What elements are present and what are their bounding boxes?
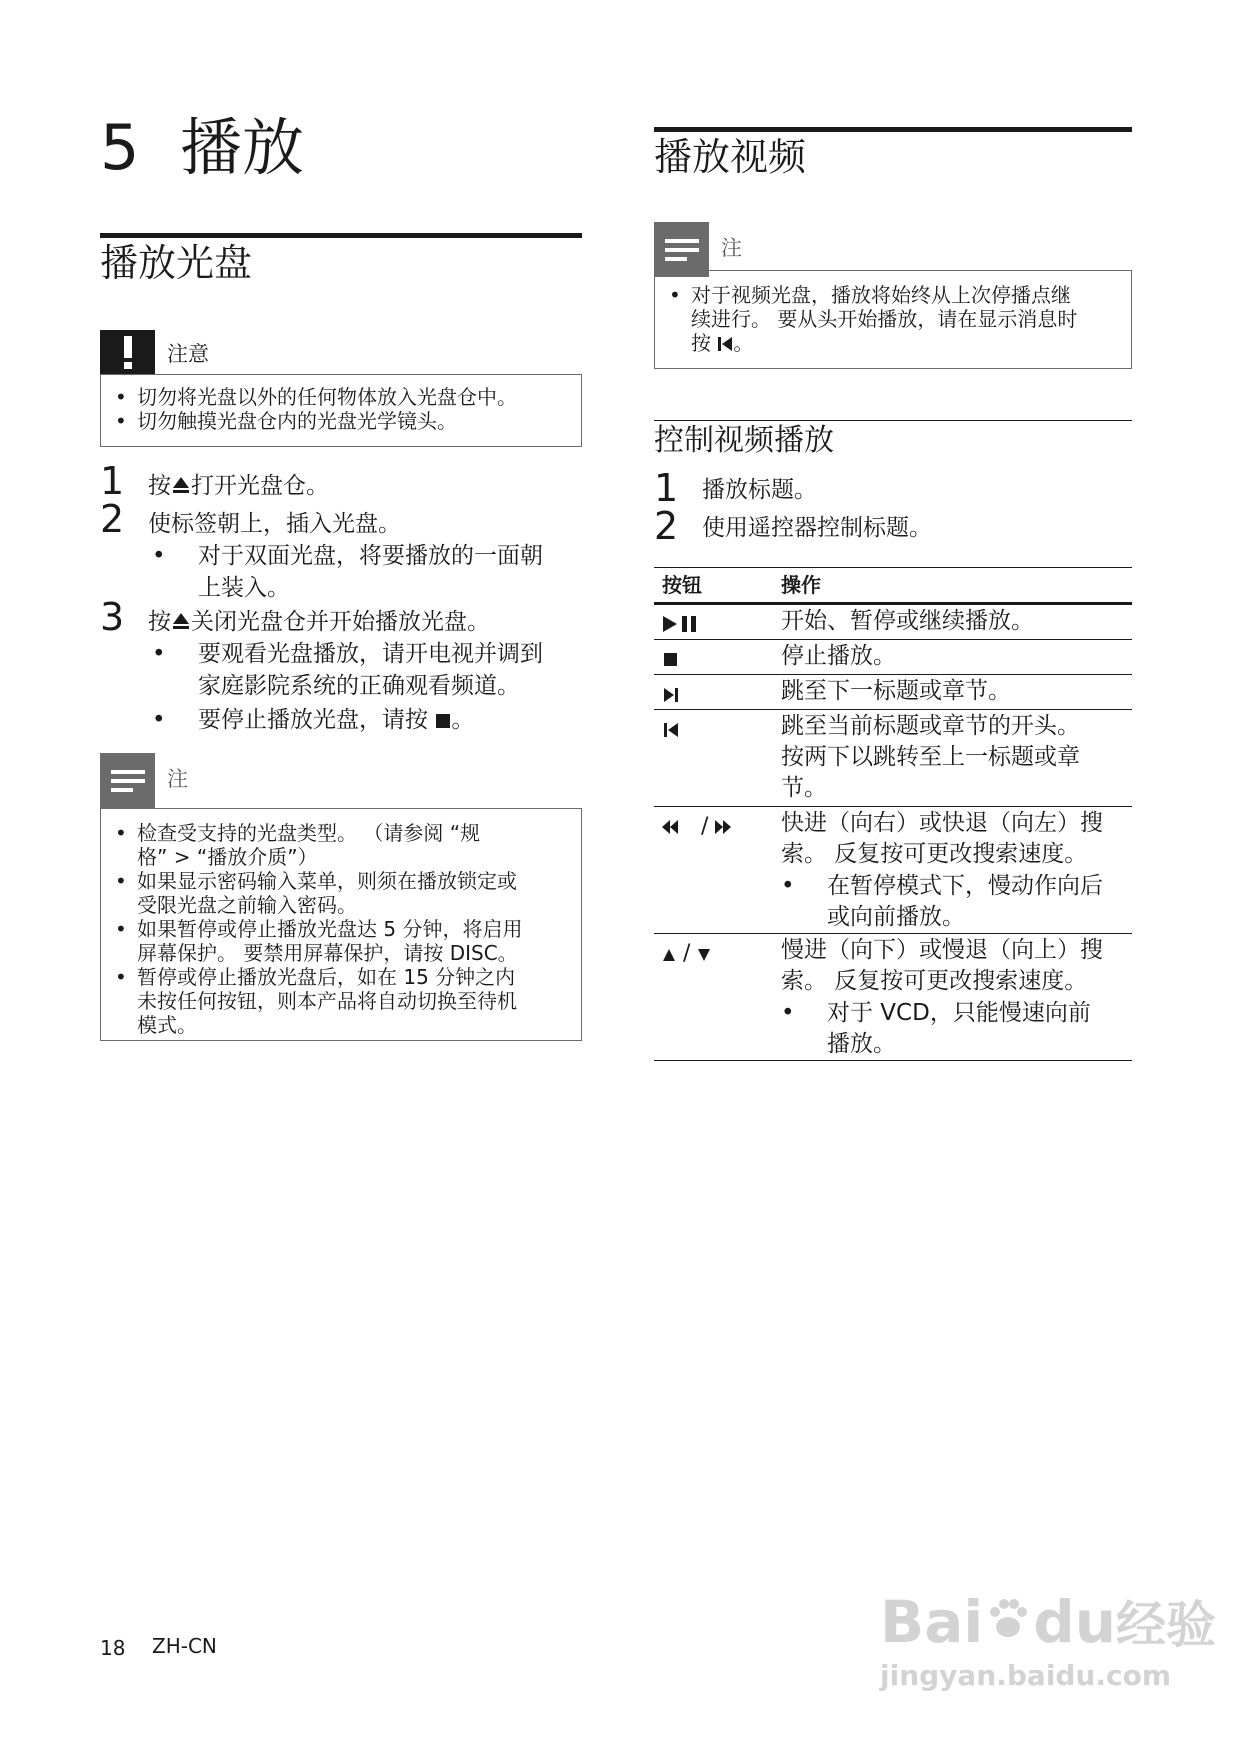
note-item: • 如果显示密码输入菜单，则须在播放锁定或 受限光盘之前输入密码。 — [101, 869, 581, 917]
table-header-row — [654, 568, 1132, 605]
table-header-operation: 操作 — [781, 573, 821, 597]
chapter-title: 播放 — [180, 111, 305, 184]
note-item: • 对于视频光盘，播放将始终从上次停播点继 续进行。 要从头开始播放，请在显示消息时 按 。 — [655, 283, 1131, 355]
play-pause-icon — [662, 615, 702, 633]
note-tab — [100, 753, 155, 808]
note-lines-icon — [663, 237, 701, 263]
subsection-rule — [654, 420, 1132, 421]
step-number: 1 — [100, 459, 125, 503]
table-row: / 慢进（向下）或慢退（向上）搜 索。 反复按可更改搜索速度。 • 对于 VCD，只能慢速向前 播放。 — [654, 934, 1132, 1061]
note-box — [100, 808, 582, 1041]
note-item: • 如果暂停或停止播放光盘达 5 分钟，将启用 屏幕保护。 要禁用屏幕保护，请按 DISC。 — [101, 917, 581, 965]
sub-bullet: • 在暂停模式下，慢动作向后 或向前播放。 — [781, 873, 1103, 930]
watermark-url: jingyan.baidu.com — [880, 1659, 1172, 1692]
step-number: 1 — [654, 466, 679, 510]
table-header-button: 按钮 — [662, 573, 702, 597]
chapter-number: 5 — [100, 111, 140, 184]
table-row: 开始、暂停或继续播放。 — [654, 605, 1132, 640]
stop-icon — [435, 713, 451, 729]
stop-icon — [662, 651, 680, 669]
sub-bullet: • 对于双面光盘，将要播放的一面朝 上装入。 — [152, 543, 543, 601]
table-row: 跳至当前标题或章节的开头。 按两下以跳转至上一标题或章 节。 — [654, 710, 1132, 807]
previous-icon — [662, 721, 680, 739]
previous-icon — [717, 336, 733, 352]
section-rule — [100, 233, 582, 238]
section-title-play-disc: 播放光盘 — [100, 241, 253, 285]
eject-icon — [171, 611, 191, 631]
table-row: 停止播放。 — [654, 640, 1132, 675]
step-text: 使标签朝上，插入光盘。 — [148, 511, 401, 537]
caution-item: • 切勿触摸光盘仓内的光盘光学镜头。 — [101, 409, 581, 433]
note-tab — [654, 222, 709, 277]
note-item: • 检查受支持的光盘类型。 （请参阅 “规 格” > “播放介质”） — [101, 821, 581, 869]
step-number: 2 — [100, 497, 125, 541]
table-row: / 快进（向右）或快退（向左）搜 索。 反复按可更改搜索速度。 • 在暂停模式下，慢动作向后 或向前播放。 — [654, 807, 1132, 934]
language-code: ZH-CN — [152, 1634, 217, 1658]
subsection-title-control-video: 控制视频播放 — [654, 423, 834, 458]
note-label: 注 — [167, 767, 188, 791]
up-icon — [662, 948, 676, 962]
caution-label: 注意 — [167, 342, 209, 366]
rewind-icon — [662, 819, 694, 835]
next-icon — [662, 686, 680, 704]
note-item: • 暂停或停止播放光盘后，如在 15 分钟之内 未按任何按钮，则本产品将自动切换至待机 模式。 — [101, 965, 581, 1037]
down-icon — [697, 948, 711, 962]
sub-bullet: • 要停止播放光盘，请按 。 — [152, 707, 475, 733]
step-number: 2 — [654, 504, 679, 548]
note-box — [654, 270, 1132, 369]
step-text: 播放标题。 — [702, 477, 817, 503]
step-text: 按 打开光盘仓。 — [148, 473, 329, 499]
step-text: 按 关闭光盘仓并开始播放光盘。 — [148, 609, 490, 635]
note-lines-icon — [109, 768, 147, 794]
caution-tab — [100, 330, 155, 374]
watermark-logo: Bai du经验 — [880, 1588, 1217, 1656]
page-number: 18 — [100, 1636, 126, 1660]
note-label: 注 — [721, 236, 742, 260]
sub-bullet: • 对于 VCD，只能慢速向前 播放。 — [781, 1000, 1091, 1057]
step-text: 使用遥控器控制标题。 — [702, 515, 932, 541]
table-row: 跳至下一标题或章节。 — [654, 675, 1132, 710]
caution-item: • 切勿将光盘以外的任何物体放入光盘仓中。 — [101, 385, 581, 409]
fast-forward-icon — [715, 819, 747, 835]
paw-icon — [983, 1594, 1033, 1644]
step-number: 3 — [100, 595, 125, 639]
exclamation-icon — [120, 334, 136, 370]
sub-bullet: • 要观看光盘播放，请开电视并调到 家庭影院系统的正确观看频道。 — [152, 641, 543, 699]
section-title-play-video: 播放视频 — [654, 135, 807, 179]
section-rule — [654, 127, 1132, 132]
caution-box — [100, 374, 582, 447]
eject-icon — [171, 475, 191, 495]
